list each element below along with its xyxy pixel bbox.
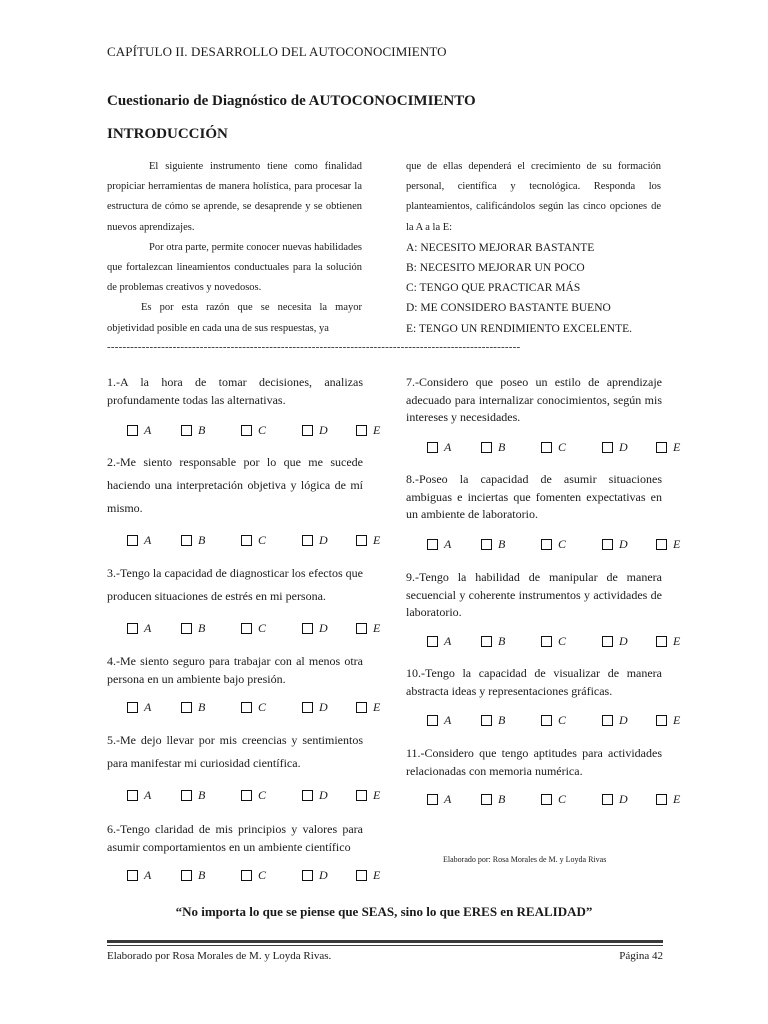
- option-label: C: [558, 440, 567, 454]
- intro-paragraph-2: Por otra parte, permite conocer nuevas habilidades que fortalezcan lineamientos conductuales para la solución de problemas creativos y novedosos.: [107, 241, 362, 294]
- option-label: D: [319, 423, 328, 437]
- checkbox-square[interactable]: [302, 702, 313, 713]
- option-label: B: [198, 788, 206, 802]
- checkbox-square[interactable]: [356, 870, 367, 881]
- option-label: E: [373, 700, 381, 714]
- question-8: 8.-Poseo la capacidad de asumir situaciones ambiguas e inciertas que fomenten expectativas en un ambiente de laboratorio.: [406, 472, 662, 521]
- page-number: Página 42: [619, 950, 663, 962]
- chapter-header: CAPÍTULO II. DESARROLLO DEL AUTOCONOCIMIENTO: [107, 44, 447, 59]
- checkbox-square[interactable]: [481, 636, 492, 647]
- option-label: D: [619, 440, 628, 454]
- checkbox-square[interactable]: [541, 715, 552, 726]
- checkbox-square[interactable]: [181, 790, 192, 801]
- checkbox-square[interactable]: [181, 535, 192, 546]
- option-label: B: [198, 700, 206, 714]
- checkbox-square[interactable]: [356, 425, 367, 436]
- checkbox-square[interactable]: [241, 535, 252, 546]
- option-label: B: [498, 792, 506, 806]
- scale-option-b: B: NECESITO MEJORAR UN POCO: [406, 262, 585, 275]
- scale-option-c: C: TENGO QUE PRACTICAR MÁS: [406, 282, 581, 295]
- option-label: C: [558, 634, 567, 648]
- checkbox-square[interactable]: [302, 623, 313, 634]
- option-label: E: [373, 423, 381, 437]
- option-label: A: [144, 621, 152, 635]
- question-11: 11.-Considero que tengo aptitudes para actividades relacionadas con memoria numérica.: [406, 746, 662, 778]
- intro-heading: INTRODUCCIÓN: [107, 126, 228, 142]
- option-label: C: [258, 700, 267, 714]
- intro-paragraph-1: El siguiente instrumento tiene como finalidad propiciar herramientas de manera holística, para procesar la estructura de cómo se aprende, se desaprende y se obtienen nuevos aprendizajes.: [107, 161, 362, 233]
- option-label: D: [619, 792, 628, 806]
- option-label: B: [198, 533, 206, 547]
- checkbox-square[interactable]: [302, 870, 313, 881]
- option-label: A: [444, 634, 452, 648]
- checkbox-square[interactable]: [302, 790, 313, 801]
- option-label: E: [673, 792, 681, 806]
- checkbox-square[interactable]: [127, 425, 138, 436]
- checkbox-square[interactable]: [302, 535, 313, 546]
- checkbox-square[interactable]: [427, 539, 438, 550]
- intro-paragraph-4: que de ellas dependerá el crecimiento de su formación personal, científica y tecnológica. Responda los planteamientos, calificándolos según las cinco opciones de la A a la E:: [406, 161, 661, 233]
- intro-right-column: [406, 157, 661, 339]
- option-label: E: [373, 788, 381, 802]
- checkbox-square[interactable]: [241, 623, 252, 634]
- option-label: E: [373, 868, 381, 882]
- question-6: 6.-Tengo claridad de mis principios y valores para asumir comportamientos en un ambiente científico: [107, 822, 363, 854]
- option-label: D: [619, 713, 628, 727]
- scale-option-d: D: ME CONSIDERO BASTANTE BUENO: [406, 302, 611, 315]
- checkbox-square[interactable]: [481, 539, 492, 550]
- option-label: B: [498, 713, 506, 727]
- checkbox-square[interactable]: [427, 636, 438, 647]
- option-label: A: [144, 788, 152, 802]
- option-label: A: [444, 537, 452, 551]
- checkbox-square[interactable]: [356, 790, 367, 801]
- option-label: C: [558, 537, 567, 551]
- checkbox-square[interactable]: [541, 636, 552, 647]
- option-label: E: [673, 713, 681, 727]
- checkbox-square[interactable]: [541, 442, 552, 453]
- option-label: C: [558, 792, 567, 806]
- checkbox-square[interactable]: [356, 702, 367, 713]
- checkbox-square[interactable]: [602, 794, 613, 805]
- option-label: B: [498, 537, 506, 551]
- scale-option-a: A: NECESITO MEJORAR BASTANTE: [406, 241, 595, 254]
- option-label: A: [444, 792, 452, 806]
- question-10: 10.-Tengo la capacidad de visualizar de manera abstracta ideas y representaciones gráficas.: [406, 666, 662, 698]
- checkbox-square[interactable]: [241, 702, 252, 713]
- option-label: B: [198, 868, 206, 882]
- question-2: 2.-Me siento responsable por lo que me sucede haciendo una interpretación objetiva y lógica de mí mismo.: [107, 455, 363, 515]
- question-1: 1.-A la hora de tomar decisiones, analizas profundamente todas las alternativas.: [107, 375, 363, 407]
- questionnaire-title: Cuestionario de Diagnóstico de AUTOCONOCIMIENTO: [107, 93, 476, 109]
- divider-line: -----------------------------------------------------------------------------------------------------------: [107, 341, 521, 353]
- option-label: C: [258, 868, 267, 882]
- option-label: A: [144, 423, 152, 437]
- checkbox-square[interactable]: [241, 425, 252, 436]
- checkbox-square[interactable]: [356, 623, 367, 634]
- checkbox-square[interactable]: [427, 442, 438, 453]
- checkbox-square[interactable]: [127, 870, 138, 881]
- checkbox-square[interactable]: [427, 715, 438, 726]
- checkbox-square[interactable]: [181, 870, 192, 881]
- option-label: A: [144, 533, 152, 547]
- option-label: B: [198, 621, 206, 635]
- checkbox-square[interactable]: [481, 715, 492, 726]
- checkbox-square[interactable]: [427, 794, 438, 805]
- checkbox-square[interactable]: [656, 636, 667, 647]
- option-label: E: [373, 533, 381, 547]
- option-label: D: [319, 700, 328, 714]
- option-label: D: [319, 533, 328, 547]
- question-7: 7.-Considero que poseo un estilo de aprendizaje adecuado para internalizar conocimientos, según mis intereses y necesidades.: [406, 375, 662, 424]
- question-9: 9.-Tengo la habilidad de manipular de manera secuencial y coherente instrumentos y actividades de laboratorio.: [406, 570, 662, 619]
- scale-option-e: E: TENGO UN RENDIMIENTO EXCELENTE.: [406, 322, 633, 335]
- option-label: A: [444, 713, 452, 727]
- checkbox-square[interactable]: [602, 715, 613, 726]
- author-credit: Elaborado por: Rosa Morales de M. y Loyda Rivas: [443, 855, 607, 864]
- checkbox-square[interactable]: [241, 870, 252, 881]
- checkbox-square[interactable]: [602, 539, 613, 550]
- checkbox-square[interactable]: [181, 623, 192, 634]
- checkbox-square[interactable]: [302, 425, 313, 436]
- checkbox-square[interactable]: [656, 539, 667, 550]
- footer-rule-thin: [107, 945, 663, 946]
- motivational-quote: “No importa lo que se piense que SEAS, sino lo que ERES en REALIDAD”: [175, 904, 593, 919]
- option-label: E: [673, 440, 681, 454]
- option-label: A: [444, 440, 452, 454]
- question-3: 3.-Tengo la capacidad de diagnosticar los efectos que producen situaciones de estrés en mi persona.: [107, 566, 363, 603]
- option-label: A: [144, 868, 152, 882]
- option-label: C: [258, 788, 267, 802]
- option-label: D: [619, 537, 628, 551]
- option-label: B: [498, 440, 506, 454]
- question-4: 4.-Me siento seguro para trabajar con al menos otra persona en un ambiente bajo presión.: [107, 654, 363, 686]
- option-label: E: [373, 621, 381, 635]
- checkbox-square[interactable]: [656, 442, 667, 453]
- option-label: D: [319, 868, 328, 882]
- intro-left-column: [107, 157, 362, 339]
- checkbox-square[interactable]: [481, 794, 492, 805]
- checkbox-square[interactable]: [181, 425, 192, 436]
- checkbox-square[interactable]: [127, 535, 138, 546]
- checkbox-square[interactable]: [602, 442, 613, 453]
- checkbox-square[interactable]: [241, 790, 252, 801]
- option-label: C: [258, 423, 267, 437]
- checkbox-square[interactable]: [602, 636, 613, 647]
- option-label: C: [558, 713, 567, 727]
- checkbox-square[interactable]: [127, 702, 138, 713]
- footer-rule: [107, 940, 663, 943]
- option-label: C: [258, 533, 267, 547]
- option-label: D: [619, 634, 628, 648]
- checkbox-square[interactable]: [656, 715, 667, 726]
- checkbox-square[interactable]: [541, 794, 552, 805]
- checkbox-square[interactable]: [127, 790, 138, 801]
- option-label: A: [144, 700, 152, 714]
- question-5: 5.-Me dejo llevar por mis creencias y sentimientos para manifestar mi curiosidad científica.: [107, 733, 363, 770]
- option-label: E: [673, 537, 681, 551]
- checkbox-square[interactable]: [541, 539, 552, 550]
- footer-author: Elaborado por Rosa Morales de M. y Loyda Rivas.: [107, 950, 332, 962]
- option-label: B: [498, 634, 506, 648]
- option-label: B: [198, 423, 206, 437]
- checkbox-square[interactable]: [127, 623, 138, 634]
- option-label: C: [258, 621, 267, 635]
- option-label: D: [319, 788, 328, 802]
- checkbox-square[interactable]: [181, 702, 192, 713]
- checkbox-square[interactable]: [656, 794, 667, 805]
- option-label: D: [319, 621, 328, 635]
- intro-paragraph-3: Es por esta razón que se necesita la mayor objetividad posible en cada una de sus respuestas, ya: [107, 302, 362, 334]
- checkbox-square[interactable]: [356, 535, 367, 546]
- option-label: E: [673, 634, 681, 648]
- checkbox-square[interactable]: [481, 442, 492, 453]
